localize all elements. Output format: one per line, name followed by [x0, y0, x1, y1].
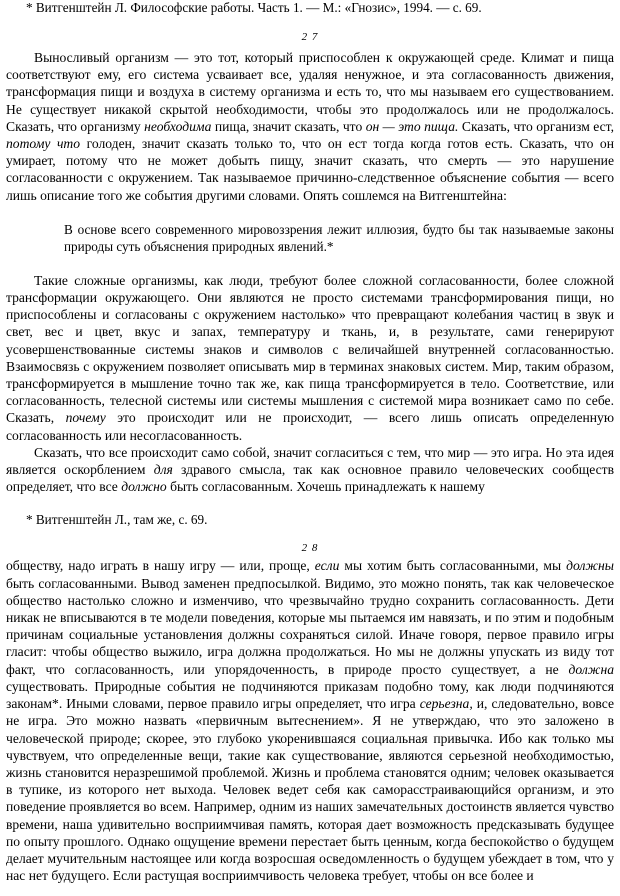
text-run: существовать. Природные события не подчиняются приказам подобно тому, как люди подчиняются законам*. Иными словами, первое правило игры определяет, что игра [6, 678, 614, 712]
paragraph-2 [6, 272, 614, 444]
text-run: обществу, надо играть в нашу игру — или, проще, [6, 558, 315, 574]
italic-run: серьезна, [419, 696, 473, 712]
text-run: Такие сложные организмы, как люди, требуют более сложной согласованности, более сложной трансформации окружающего. Они являются не просто системами трансформирования пищи, но приспособлены и согласованы с окружением настолько» что превращают колебания частиц в звук и свет, вес и цвет, вкус и запах, температуру и ткань, и, в результате, сами генерируют усовершенствованные системы знаков и символов с величайшей внутренней согласованностью. Взаимосвязь с окружением позволяет описывать мир в терминах знаковых систем. Мир, таким образом, трансформируется в мышление точно так же, как пища трансформируется в тело. Соответствие, или согласованность, телесной системы или системы мышления с системой мира возникает само по себе. Сказать, [6, 272, 614, 426]
text-run: Сказать, что организм ест, [458, 118, 614, 134]
italic-run: должна [568, 661, 614, 677]
paragraph-3 [6, 444, 614, 496]
text-run: быть согласованным. Хочешь принадлежать к нашему [166, 479, 485, 495]
text-run: Выносливый организм — это тот, который приспособлен к окружающей среде. Климат и пища соответствуют ему, его система усваивает все, удаляя ненужное, и эта согласованность движения, трансформация пищи и воздуха в систему организма и есть то, что мы называем его существованием. Не существует никакой скрытой необходимости, чтобы это продолжалось или не продолжалось. Сказать, что организму [6, 50, 614, 134]
text-run: мы хотим быть согласованными, мы [339, 558, 567, 574]
text-run: Сказать, что все происходит само собой, значит согласиться с тем, что мир — это игра. Но эта идея является оскорблением [6, 444, 614, 478]
text-run: голоден, значит сказать только то, что он ест тогда когда готов есть. Сказать, что он умирает, потому что не может добыть пищу, значит сказать, что смерть — это нарушение согласованности с окружением. Так называемое причинно-следственное объяснение события — всего лишь описание того же события другими словами. Опять сошлемся на Витгенштейна: [6, 136, 615, 203]
italic-run: он — это пища. [365, 118, 459, 134]
text-run: пища, значит сказать, что [211, 118, 366, 134]
italic-run: почему [65, 410, 106, 426]
text-run: быть согласованными. Вывод заменен предпосылкой. Видимо, это можно понять, так как человеческое общество настолько сложно и изменчиво, что чрезвычайно трудно сохранить согласованность. Дети никак не вписываются в те модели поведения, которые мы пытаемся им навязать, и по этим и подобным причинам социальные установления должны сохраняться силой. Иначе говоря, первое правило игры гласит: чтобы общество выжило, игра должна продолжаться. Но мы не должны упускать из виду тот факт, что согласованность, или упорядоченность, в природе просто существует, а не [6, 575, 614, 677]
paragraph-1 [6, 49, 614, 204]
footnote-mid: * Витгенштейн Л., там же, с. 69. [26, 512, 208, 528]
italic-run: для [153, 462, 173, 478]
italic-run: должно [121, 479, 167, 495]
text-run: и, следовательно, вовсе не игра. Это можно назвать «первичным вытеснением». Я не утверждаю, что это заложено в человеческой природе; скорее, это глубоко укоренившаяся социальная привычка. Ибо как только мы чувствуем, что определенные вещи, такие как существование, являются серьезной необходимостью, жизнь становится неразрешимой проблемой. Жизнь и проблема становятся одним; человек оказывается в тупике, из которого нет выхода. Человек ведет себя как саморасстраивающийся организм, и это поведение проявляется во всем. Например, одним из наших замечательных достоинств является чувство времени, наша удивительно восприимчивая память, которая дает возможность предсказывать будущее по опыту прошлого. Однако ощущение времени перестает быть ценным, когда беспокойство о будущем делает мучительным настоящее или когда возросшая осведомленность о будущем убеждает в том, что у нас нет будущего. Если растущая восприимчивость человека требует, чтобы он все более и [6, 696, 614, 884]
page-number-28: 2 8 [301, 542, 319, 555]
italic-run: должны [566, 558, 614, 574]
footnote-top: * Витгенштейн Л. Философские работы. Часть 1. — М.: «Гнозис», 1994. — с. 69. [26, 0, 482, 15]
paragraph-4 [6, 557, 614, 884]
text-run: здравого смысла, так как основное правило человеческих сообществ определяет, что все [6, 462, 614, 495]
italic-run: потому что [6, 136, 81, 152]
italic-run: если [314, 558, 340, 574]
page-number-27: 2 7 [301, 31, 319, 43]
italic-run: необходима [144, 118, 212, 134]
quote-wittgenstein: В основе всего современного мировоззрения лежит иллюзия, будто бы так называемые законы природы суть объяснения природных явлений.* [64, 221, 614, 254]
text-run: это происходит или не происходит, — всего лишь описать определенную согласованность или несогласованность. [6, 410, 614, 443]
document-page [6, 0, 614, 884]
